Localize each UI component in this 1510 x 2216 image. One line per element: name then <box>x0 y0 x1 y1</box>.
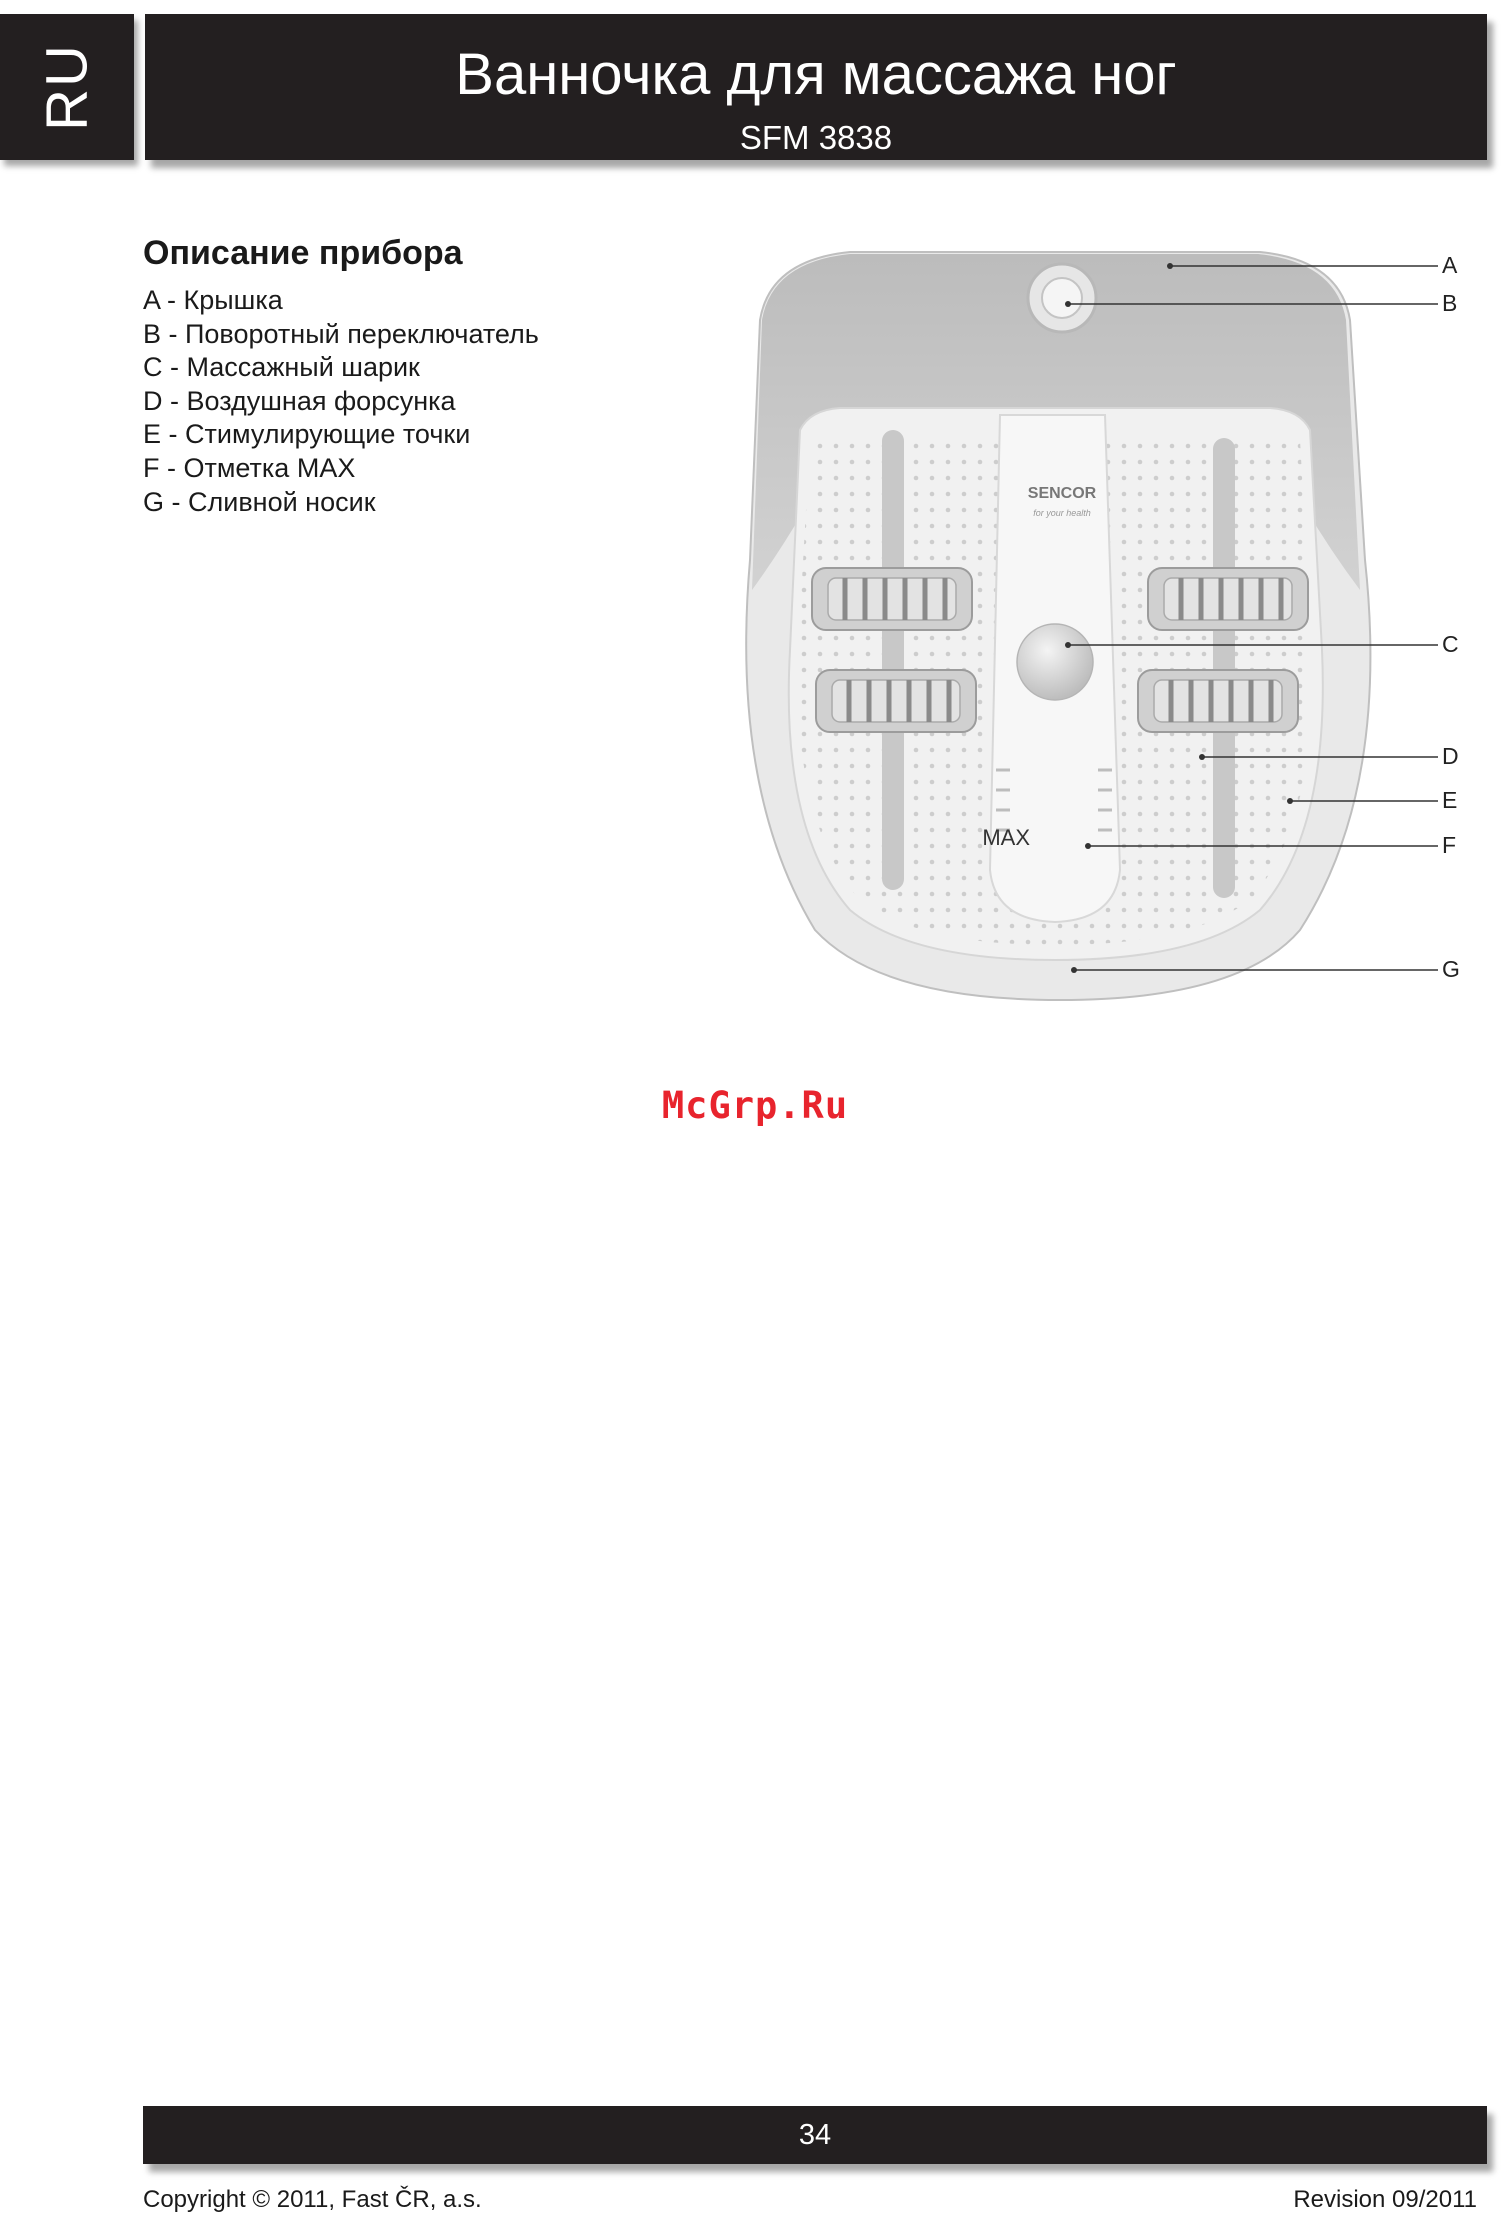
callout-d: D <box>1442 743 1459 769</box>
callout-c: C <box>1442 631 1459 657</box>
watermark: McGrp.Ru <box>661 1084 849 1127</box>
parts-list-item: A - Крышка <box>143 285 283 315</box>
parts-list-item: B - Поворотный переключатель <box>143 318 539 349</box>
callout-a: A <box>1442 252 1458 278</box>
brand-logo: SENCOR <box>1027 485 1097 502</box>
copyright-text: Copyright © 2011, Fast ČR, a.s. <box>143 2186 482 2213</box>
page-title: Ванночка для массажа ног <box>455 42 1177 107</box>
max-label: MAX <box>982 825 1030 850</box>
parts-list-item: F - Отметка MAX <box>143 452 356 483</box>
foot-spa-drawing <box>700 230 1470 1030</box>
roller-left-bottom <box>816 670 976 732</box>
language-tab <box>0 14 134 160</box>
callout-e: E <box>1442 787 1458 813</box>
parts-list <box>143 284 539 519</box>
callout-f: F <box>1442 832 1457 858</box>
revision-text: Revision 09/2011 <box>1293 2186 1477 2213</box>
callout-b: B <box>1442 290 1458 316</box>
massage-ball <box>1017 624 1093 700</box>
foot-spa-illustration <box>700 230 1470 1030</box>
parts-list-item: G - Сливной носик <box>143 486 376 517</box>
callout-g: G <box>1442 956 1460 982</box>
header-bar <box>145 14 1487 160</box>
parts-list-item: D - Воздушная форсунка <box>143 385 456 416</box>
air-jet-strip-right <box>1213 438 1235 898</box>
parts-list-item: E - Стимулирующие точки <box>143 419 471 450</box>
roller-right-bottom <box>1138 670 1298 732</box>
model-number: SFM 3838 <box>739 119 893 156</box>
language-code: RU <box>34 43 100 131</box>
air-jet-strip-left <box>882 430 904 890</box>
footer-bar <box>143 2106 1487 2164</box>
roller-left-top <box>812 568 972 630</box>
rotary-switch-knob <box>1042 278 1082 318</box>
brand-tagline: for your health <box>1033 508 1091 518</box>
roller-right-top <box>1148 568 1308 630</box>
parts-list-item: C - Массажный шарик <box>143 352 420 383</box>
page-number: 34 <box>798 2119 832 2151</box>
section-heading: Описание прибора <box>143 234 463 272</box>
